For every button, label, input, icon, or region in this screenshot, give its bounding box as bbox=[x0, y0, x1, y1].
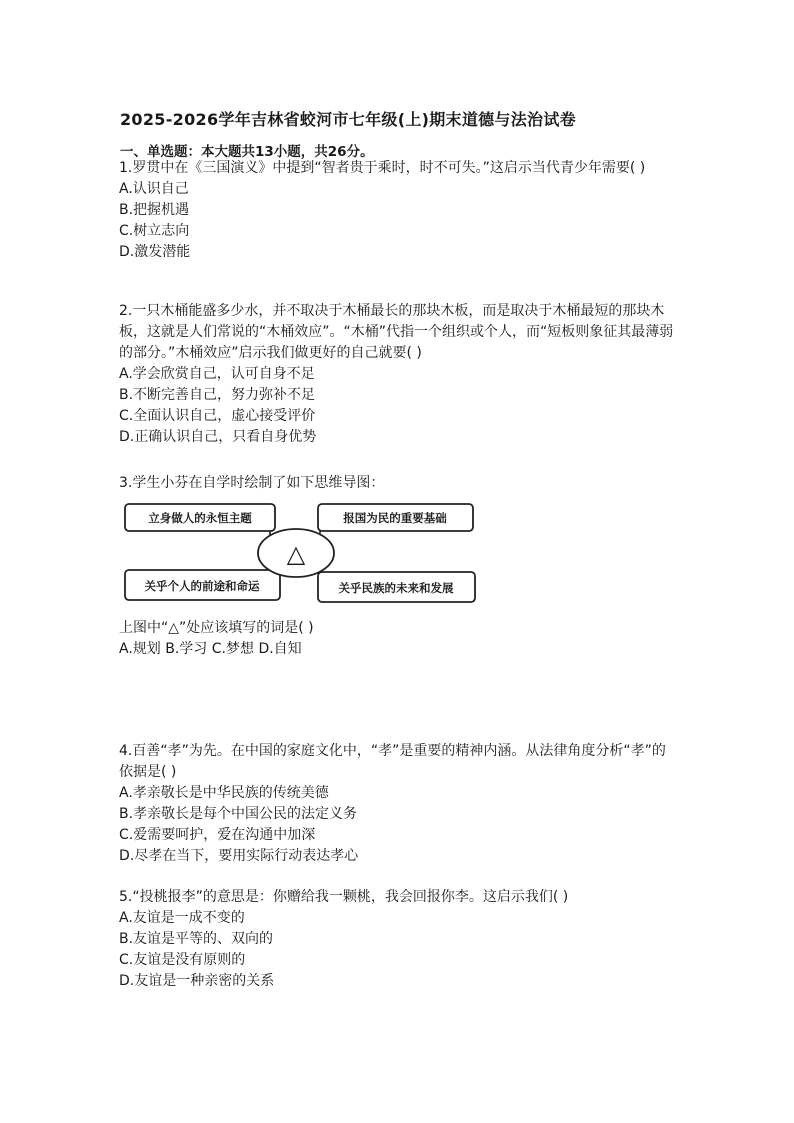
option-b: B.学习 bbox=[165, 641, 208, 657]
box-top-right-label: 报国为民的重要基础 bbox=[343, 511, 447, 525]
question-stem: 1.罗贯中在《三国演义》中提到“智者贵于乘时，时不可失。”这启示当代青少年需要( ) bbox=[119, 160, 646, 176]
option-d: D.正确认识自己，只看自身优势 bbox=[119, 429, 317, 445]
question-stem: 3.学生小芬在自学时绘制了如下思维导图： bbox=[119, 475, 385, 491]
option-a: A.学会欣赏自己，认可自身不足 bbox=[119, 366, 315, 382]
mind-map-box-bottom-left bbox=[125, 570, 280, 600]
option-c: C.友谊是没有原则的 bbox=[119, 952, 246, 968]
box-top-left-label: 立身做人的永恒主题 bbox=[148, 511, 252, 525]
question-stem: 5.“投桃报李”的意思是：你赠给我一颗桃，我会回报你李。这启示我们( ) bbox=[119, 889, 569, 905]
option-d: D.激发潜能 bbox=[119, 244, 191, 260]
mind-map-box-top-left bbox=[125, 504, 275, 531]
option-b: B.友谊是平等的、双向的 bbox=[119, 931, 274, 947]
mind-map-center bbox=[258, 529, 334, 577]
option-c: C.全面认识自己，虚心接受评价 bbox=[119, 408, 316, 424]
box-bottom-left-label: 关乎个人的前途和命运 bbox=[144, 579, 260, 593]
section-heading: 一、单选题：本大题共13小题，共26分。 bbox=[120, 144, 374, 160]
mind-map-box-top-right bbox=[318, 504, 473, 531]
option-d: D.尽孝在当下，要用实际行动表达孝心 bbox=[119, 848, 359, 864]
triangle-icon: △ bbox=[286, 540, 306, 568]
option-a: A.认识自己 bbox=[119, 181, 189, 197]
option-b: B.孝亲敬长是每个中国公民的法定义务 bbox=[119, 806, 358, 822]
mind-map-box-bottom-right bbox=[318, 572, 475, 602]
question-stem: 2.一只木桶能盛多少水，并不取决于木桶最长的那块木板，而是取决于木桶最短的那块木板，这就是人们常说的“木桶效应”。“木桶”代指一个组织或个人，而“短板则象征其最薄弱的部分。”木桶效应”启示我们做更好的自己就要( ) bbox=[119, 303, 674, 361]
question-prompt: 上图中“△”处应该填写的词是( ) bbox=[119, 620, 314, 636]
box-bottom-right-label: 关乎民族的未来和发展 bbox=[338, 581, 454, 595]
question-4 bbox=[119, 741, 679, 867]
question-5 bbox=[119, 887, 679, 992]
question-3 bbox=[119, 473, 679, 494]
option-b: B.把握机遇 bbox=[119, 202, 190, 218]
exam-title: 2025-2026学年吉林省蛟河市七年级(上)期末道德与法治试卷 bbox=[120, 110, 576, 129]
mind-map-diagram bbox=[120, 500, 480, 608]
question-1 bbox=[119, 158, 679, 263]
option-a: A.友谊是一成不变的 bbox=[119, 910, 245, 926]
option-c: C.爱需要呵护，爱在沟通中加深 bbox=[119, 827, 316, 843]
option-a: A.孝亲敬长是中华民族的传统美德 bbox=[119, 785, 329, 801]
question-stem: 4.百善“孝”为先。在中国的家庭文化中，“孝”是重要的精神内涵。从法律角度分析“孝”的依据是( ) bbox=[119, 743, 666, 780]
option-c: C.树立志向 bbox=[119, 223, 190, 239]
option-d: D.自知 bbox=[258, 641, 302, 657]
option-a: A.规划 bbox=[119, 641, 161, 657]
question-3-continued bbox=[119, 618, 679, 660]
option-d: D.友谊是一种亲密的关系 bbox=[119, 973, 275, 989]
question-2 bbox=[119, 301, 679, 448]
option-c: C.梦想 bbox=[211, 641, 254, 657]
option-b: B.不断完善自己，努力弥补不足 bbox=[119, 387, 316, 403]
